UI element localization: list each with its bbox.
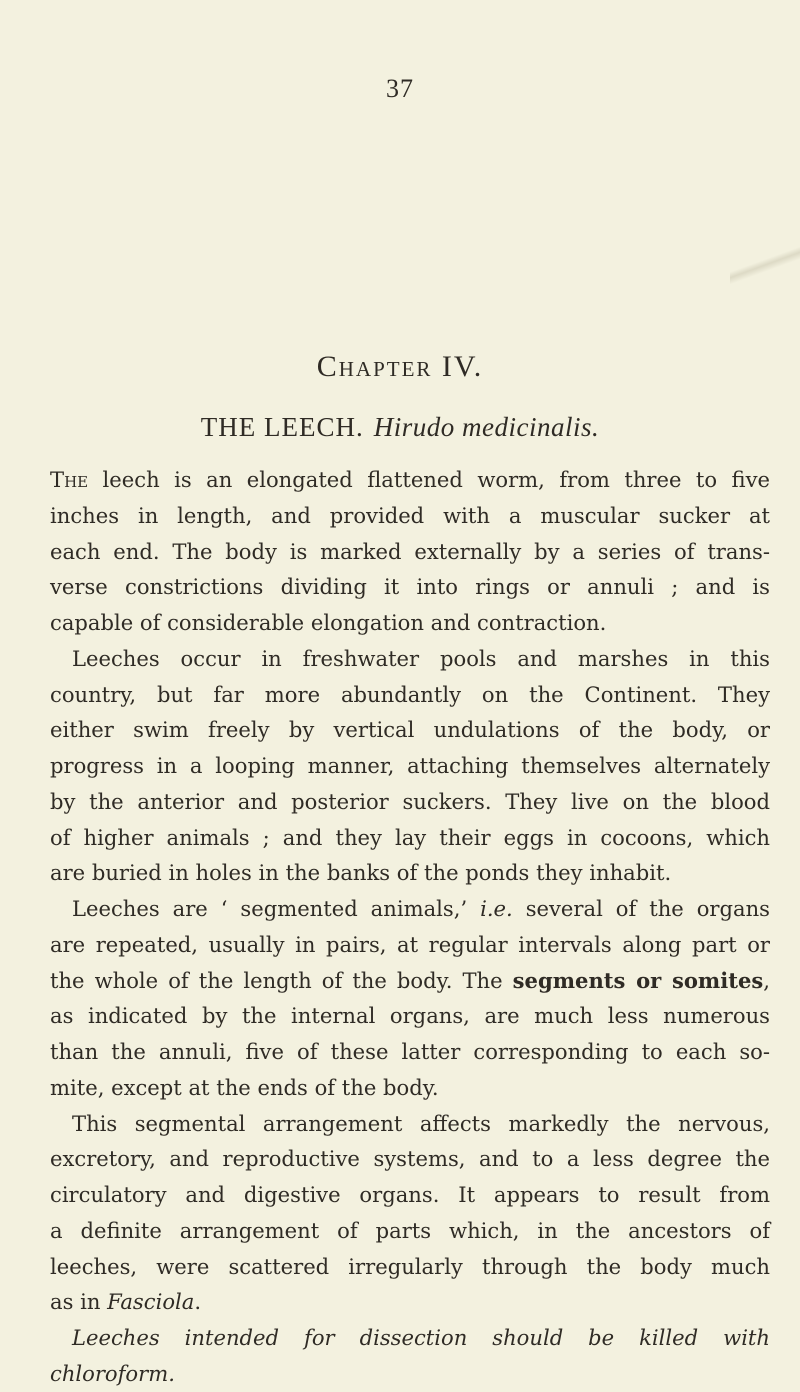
page-number: 37 (386, 74, 414, 103)
line-text: by the anterior and posterior suckers. They live on the blood (50, 788, 770, 814)
text-line (50, 605, 770, 641)
line-text: as in (50, 1289, 108, 1315)
line-text-italic: chloroform. (50, 1360, 175, 1386)
text-line (50, 1213, 770, 1249)
paragraph (50, 1106, 770, 1321)
text-line (50, 963, 770, 999)
text-line (50, 1249, 770, 1285)
text-line (50, 641, 770, 677)
line-text: This segmental arrangement affects markedly the nervous, (72, 1110, 770, 1136)
text-line (50, 1284, 770, 1320)
text-line (50, 498, 770, 534)
italic-term: Fasciola (107, 1289, 195, 1315)
line-text: mite, except at the ends of the body. (50, 1074, 439, 1100)
text-line (50, 784, 770, 820)
line-text: excretory, and reproductive systems, and to a less degree the (50, 1146, 770, 1172)
paragraph (50, 891, 770, 1106)
text-line (50, 820, 770, 856)
line-text: inches in length, and provided with a muscular sucker at (50, 502, 770, 528)
line-text: of higher animals ; and they lay their eggs in cocoons, which (50, 824, 770, 850)
line-text: a definite arrangement of parts which, in the ancestors of (50, 1217, 770, 1243)
italic-term: i.e. (480, 896, 513, 921)
line-text: Leeches occur in freshwater pools and marshes in this (72, 645, 770, 671)
line-text: , (763, 967, 770, 993)
paragraph (50, 1320, 770, 1392)
text-line (50, 748, 770, 784)
text-line (50, 891, 770, 927)
chapter-heading-text: Chapter IV. (316, 350, 484, 383)
paragraph (50, 462, 770, 641)
text-line (50, 927, 770, 963)
line-text: than the annuli, five of these latter corresponding to each so- (50, 1039, 770, 1064)
line-text: are repeated, usually in pairs, at regular intervals along part or (50, 931, 770, 957)
section-title-main: THE LEECH. (200, 412, 364, 442)
section-title (0, 412, 800, 443)
text-line (50, 1141, 770, 1177)
body-text (50, 462, 770, 1392)
line-text: are buried in holes in the banks of the ponds they inhabit. (50, 860, 672, 886)
line-text: leech is an elongated flattened worm, from three to five (88, 467, 770, 492)
section-title-species: Hirudo medicinalis. (373, 412, 600, 442)
text-line (50, 462, 770, 498)
line-text: verse constrictions dividing it into rings or annuli ; and is (50, 574, 770, 600)
text-line (50, 677, 770, 713)
text-line (50, 1070, 770, 1106)
bold-term: segments or somites (512, 967, 764, 993)
line-text: Leeches are ‘ segmented animals,’ (72, 896, 481, 921)
line-text: each end. The body is marked externally by a series of trans- (50, 538, 770, 564)
line-text: progress in a looping manner, attaching themselves alternately (50, 753, 770, 778)
drop-word: The (50, 467, 89, 492)
text-line (50, 712, 770, 748)
text-line (50, 1356, 770, 1392)
line-text: . (194, 1289, 202, 1315)
line-text: capable of considerable elongation and contraction. (50, 610, 607, 635)
line-text: either swim freely by vertical undulations of the body, or (50, 717, 770, 743)
text-line (50, 855, 770, 891)
paragraph (50, 641, 770, 891)
text-line (50, 1177, 770, 1213)
line-text-italic: Leeches intended for dissection should be killed with (72, 1325, 770, 1350)
line-text: circulatory and digestive organs. It appears to result from (50, 1182, 770, 1207)
text-line (50, 534, 770, 570)
text-line (50, 1320, 770, 1356)
line-text: as indicated by the internal organs, are much less numerous (50, 1003, 770, 1029)
text-line (50, 569, 770, 605)
text-line (50, 1106, 770, 1142)
line-text: the whole of the length of the body. The (50, 967, 513, 993)
page-fold-shadow (730, 220, 800, 310)
line-text: country, but far more abundantly on the Continent. They (50, 681, 770, 707)
chapter-heading (0, 350, 800, 384)
text-line (50, 1034, 770, 1070)
line-text: leeches, were scattered irregularly through the body much (50, 1253, 770, 1279)
text-line (50, 998, 770, 1034)
line-text: several of the organs (512, 896, 770, 921)
